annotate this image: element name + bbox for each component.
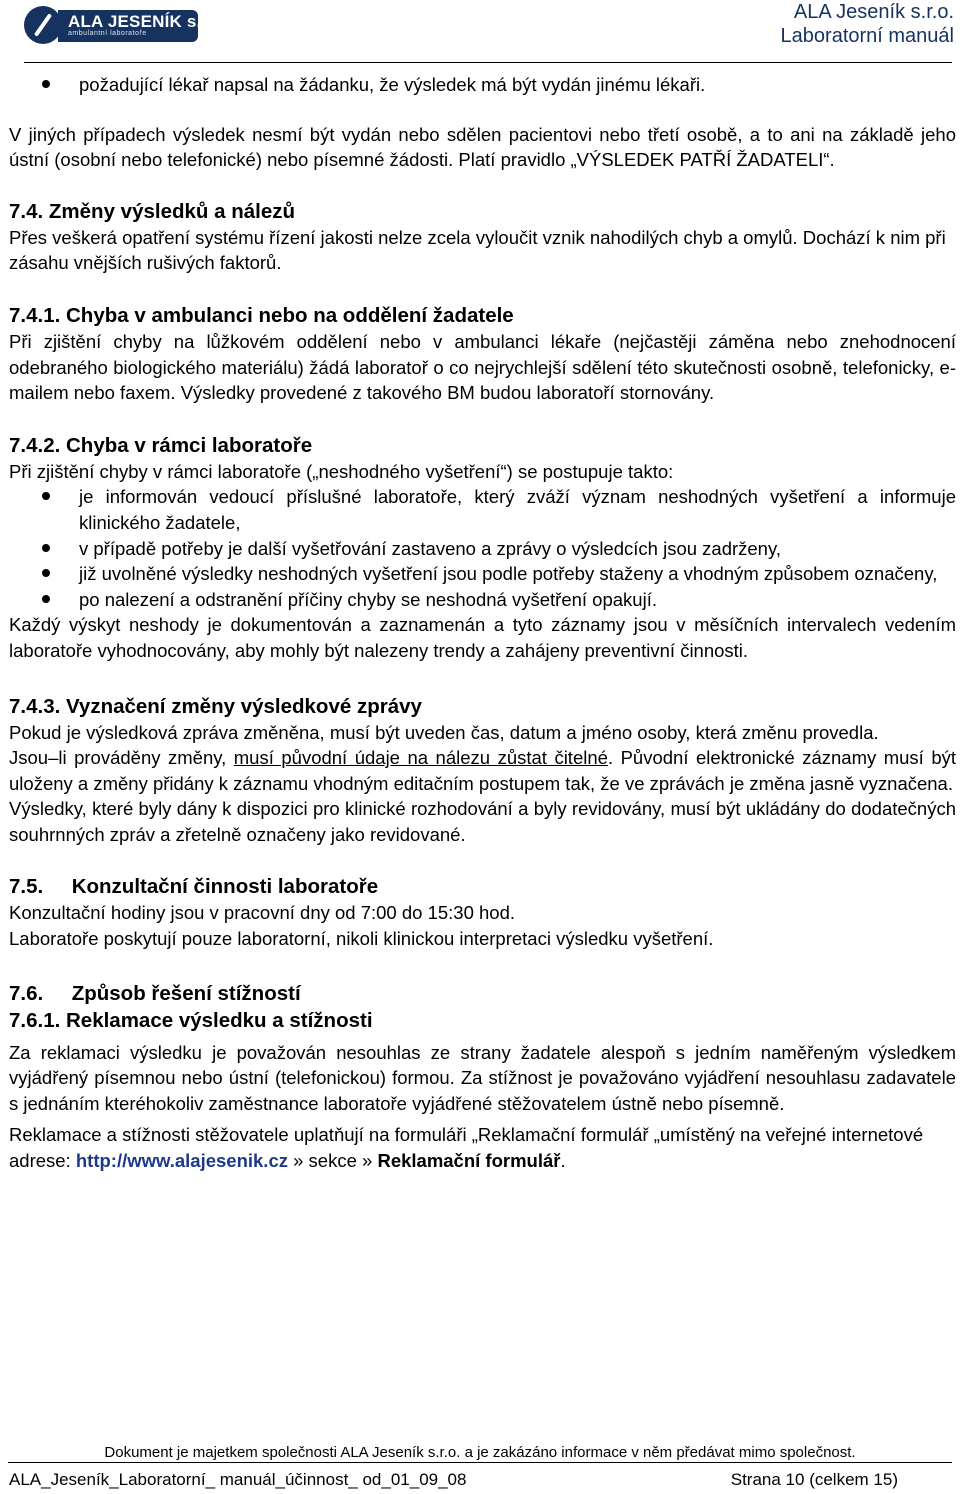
footer-page-number: Strana 10 (celkem 15): [730, 1470, 898, 1489]
paragraph: V jiných případech výsledek nesmí být vydán nebo sdělen pacientovi nebo třetí osobě, a to ani na základě jeho ústní (osobní nebo telefonické) nebo písemné žádosti. Platí pravidlo „VÝSLEDEK PATŘÍ ŽADATELI“.: [9, 123, 956, 171]
list-item: po nalezení a odstranění příčiny chyby se neshodná vyšetření opakují.: [9, 587, 956, 613]
section-heading-7-6: [9, 980, 956, 1007]
paragraph: Konzultační hodiny jsou v pracovní dny od 7:00 do 15:30 hod.: [9, 902, 516, 924]
company-logo: [24, 6, 228, 46]
paragraph: Za reklamaci výsledku je považován nesouhlas ze strany žadatele alespoň s jedním naměřeným výsledkem vyjádřený písemnou nebo ústní (telefonickou) formou. Za stížnost je považováno vyjádření nesouhlasu zadavatele s jednáním kteréhokoliv zaměstnance laboratoře vyjádřené stěžovatelem ústně nebo písemně.: [9, 1041, 956, 1114]
paragraph: Při zjištění chyby na lůžkovém oddělení nebo v ambulanci lékaře (nejčastěji záměna nebo znehodnocení odebraného biologického materiálu) žádá laboratoř o co nejrychlejší sdělení této skutečnosti osobně, telefonicky, e-mailem nebo faxem. Výsledky provedené z takového BM budou laboratoří stornovány.: [9, 330, 956, 404]
page-header: [0, 0, 960, 70]
list-item: požadující lékař napsal na žádanku, že výsledek má být vydán jinému lékaři.: [9, 72, 956, 98]
section-title: Vyznačení změny výsledkové zprávy: [66, 694, 422, 718]
footer-file-name: ALA_Jeseník_Laboratorní_ manuál_účinnost_ od_01_09_08: [9, 1470, 467, 1489]
paragraph: Laboratoře poskytují pouze laboratorní, nikoli klinickou interpretaci výsledku vyšetření.: [9, 928, 714, 950]
underlined-text: musí původní údaje na nálezu zůstat čitelné: [233, 747, 608, 769]
logo-subtitle: ambulantní laboratoře: [68, 30, 147, 37]
section-title: Změny výsledků a nálezů: [48, 199, 296, 223]
bullet-list: [9, 484, 956, 612]
section-title: Chyba v ambulanci nebo na oddělení žadatele: [66, 303, 514, 327]
list-item: v případě potřeby je další vyšetřování zastaveno a zprávy o výsledcích jsou zadrženy,: [9, 536, 956, 562]
list-item: již uvolněné výsledky neshodných vyšetření jsou podle potřeby staženy a vhodným způsobem označeny,: [9, 561, 956, 587]
section-title: Chyba v rámci laboratoře: [66, 433, 313, 457]
header-divider: [24, 62, 952, 63]
section-title: Reklamace výsledku a stížnosti: [66, 1008, 373, 1032]
logo-name: ALA JESENÍK s.r.o.: [68, 12, 228, 31]
paragraph: Při zjištění chyby v rámci laboratoře („neshodného vyšetření“) se postupuje takto:: [9, 460, 674, 482]
paragraph: Výsledky, které byly dány k dispozici pro klinické rozhodování a byly revidovány, musí být ukládány do dodatečných souhrnných zpráv a zřetelně označeny jako revidované.: [9, 798, 956, 845]
footer-notice: Dokument je majetkem společnosti ALA Jeseník s.r.o. a je zakázáno informace v něm předávat mimo společnost.: [104, 1444, 856, 1461]
section-heading-7-4-1: [9, 302, 956, 329]
website-link[interactable]: http://www.alajesenik.cz: [75, 1150, 288, 1172]
section-heading-7-5: [9, 873, 956, 900]
section-number: 7.5.: [9, 875, 44, 899]
section-heading-7-6-1: [9, 1007, 956, 1034]
section-heading-7-4-3: [9, 693, 956, 720]
page-content: [9, 70, 956, 1174]
section-number: 7.6.1.: [9, 1008, 61, 1032]
section-heading-7-4-2: [9, 432, 956, 459]
header-company: ALA Jeseník s.r.o.: [793, 1, 954, 23]
paragraph: Reklamace a stížnosti stěžovatele uplatňují na formuláři „Reklamační formulář „umístěný na veřejné internetové adrese: http://www.alajesenik.cz » sekce » Reklamační formulář.: [9, 1124, 924, 1172]
section-title: Způsob řešení stížností: [71, 981, 301, 1005]
section-title: Konzultační činnosti laboratoře: [71, 875, 379, 899]
header-right: [781, 0, 954, 48]
paragraph: Každý výskyt neshody je dokumentován a zaznamenán a tyto záznamy jsou v měsíčních intervalech vedením laboratoře vyhodnocovány, aby mohly být nalezeny trendy a zahájeny preventivní činnosti.: [9, 614, 956, 661]
paragraph: Pokud je výsledková zpráva změněna, musí být uveden čas, datum a jméno osoby, která změnu provedla.: [9, 721, 879, 743]
section-number: 7.4.2.: [9, 433, 61, 457]
list-item: je informován vedoucí příslušné laboratoře, který zváží význam neshodných vyšetření a informuje klinického žadatele,: [9, 484, 956, 535]
logo-pen-icon: [24, 6, 62, 44]
section-number: 7.6.: [9, 981, 44, 1005]
header-doc-title: Laboratorní manuál: [780, 25, 954, 47]
footer-divider: [8, 1462, 952, 1463]
section-number: 7.4.3.: [9, 694, 61, 718]
section-number: 7.4.1.: [9, 303, 61, 327]
top-list: [9, 72, 956, 98]
section-number: 7.4.: [9, 199, 44, 223]
paragraph: Přes veškerá opatření systému řízení jakosti nelze zcela vyloučit vznik nahodilých chyb a omylů. Dochází k nim při zásahu vnějších rušivých faktorů.: [9, 226, 946, 274]
section-heading-7-4: [9, 198, 956, 225]
logo-banner: [58, 10, 228, 42]
paragraph: Jsou–li prováděny změny, musí původní údaje na nálezu zůstat čitelné. Původní elektronické záznamy musí být uloženy a změny přidány k záznamu vhodným editačním postupem tak, že ve zprávách je změna jasně vyznačena.: [9, 747, 957, 794]
